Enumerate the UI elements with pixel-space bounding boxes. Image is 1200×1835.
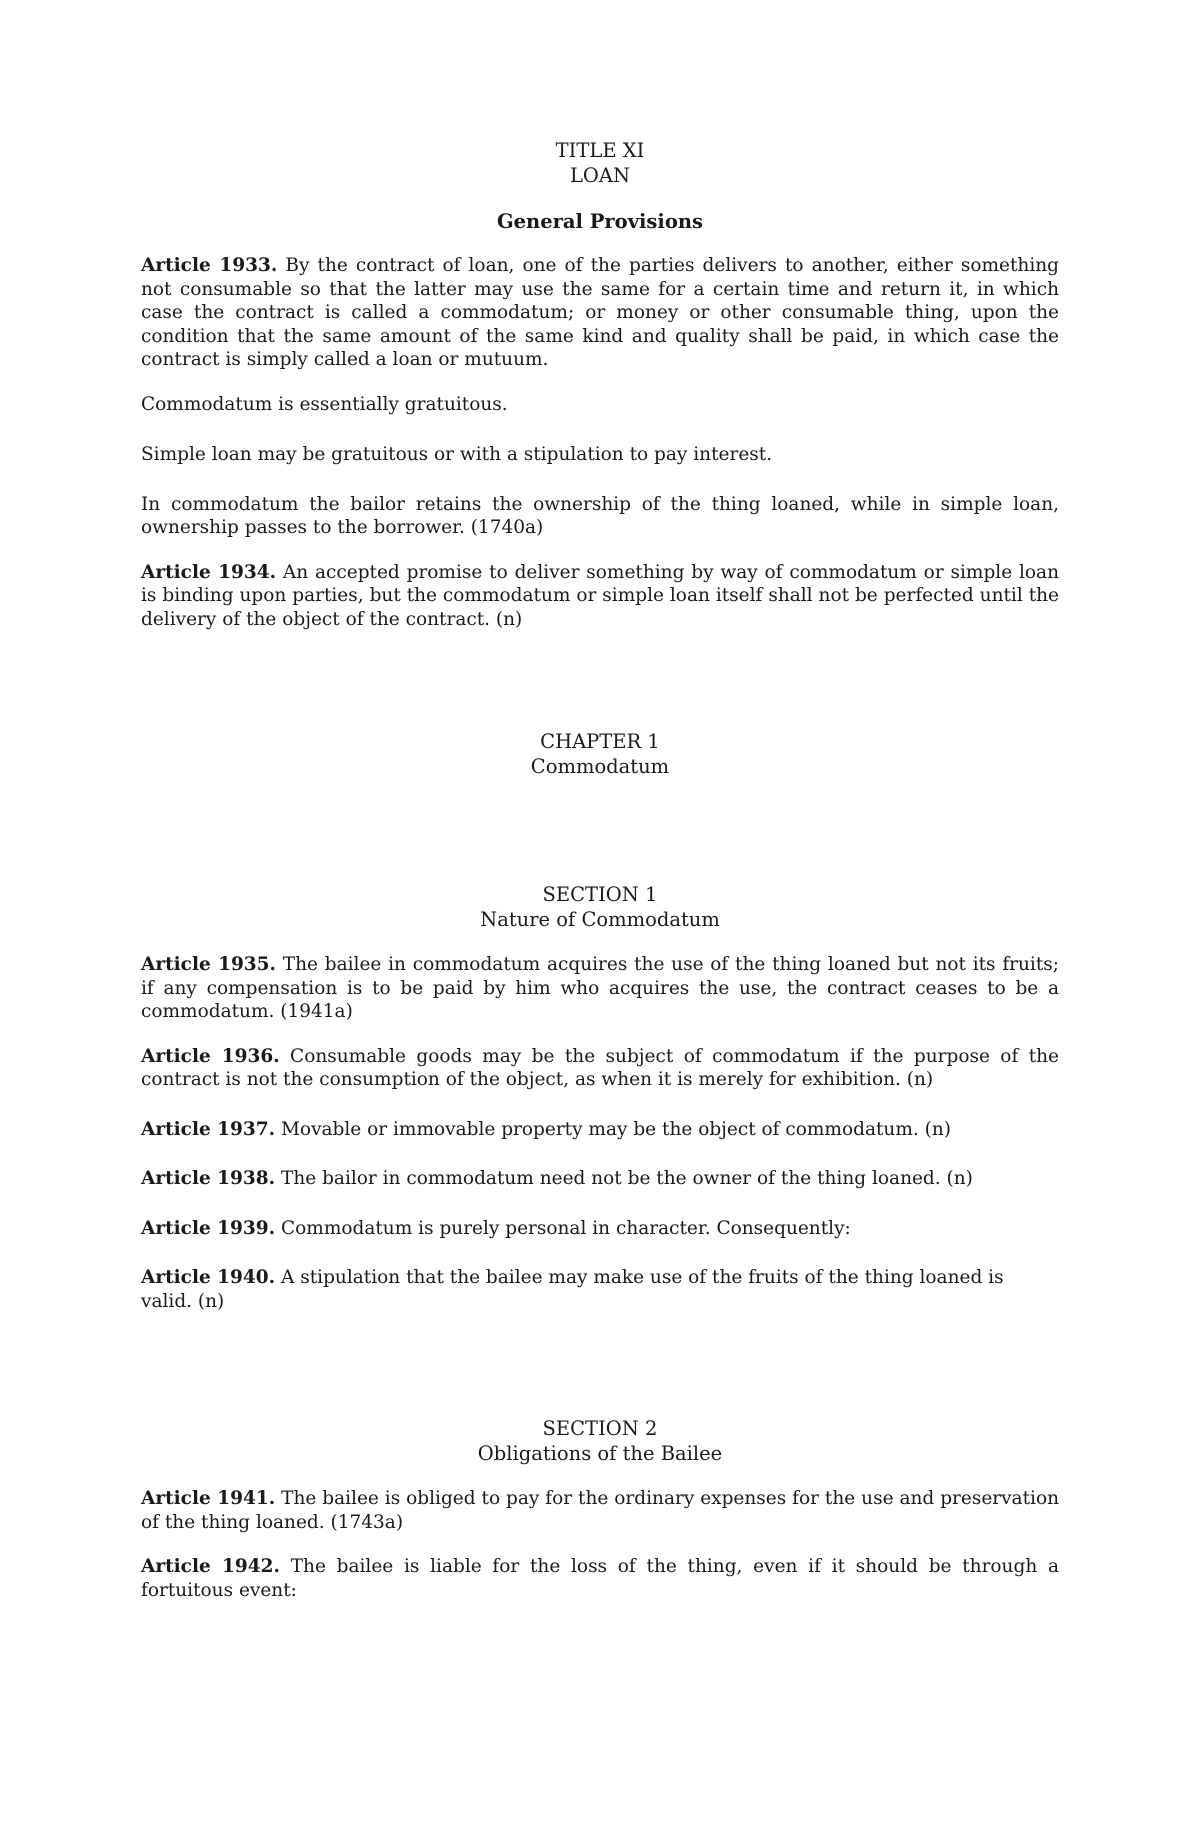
article-1937	[141, 1118, 1059, 1142]
article-text: By the contract of loan, one of the parties delivers to another, either something not consumable so that the latter may use the same for a certain time and return it, in which case the contract is called a commodatum; or money or other consumable thing, upon the condition that the same amount of the same kind and quality shall be paid, in which case the contract is simply called a loan or mutuum.	[141, 255, 1059, 370]
paragraph	[141, 443, 1059, 467]
section-2-heading	[141, 1416, 1059, 1466]
article-label: Article 1940.	[141, 1267, 276, 1288]
chapter-name: Commodatum	[530, 755, 670, 778]
article-label: Article 1936.	[141, 1045, 280, 1067]
article-1942	[141, 1555, 1059, 1602]
article-label: Article 1942.	[141, 1556, 280, 1577]
article-text: A stipulation that the bailee may make use of the fruits of the thing loaned is valid. (n)	[141, 1267, 1004, 1312]
article-label: Article 1933.	[141, 255, 278, 276]
article-text: Movable or immovable property may be the object of commodatum. (n)	[275, 1118, 951, 1140]
article-1936	[141, 1045, 1059, 1092]
article-text: Commodatum is purely personal in character. Consequently:	[275, 1217, 851, 1239]
article-1938	[141, 1167, 1059, 1191]
article-label: Article 1941.	[141, 1488, 276, 1509]
title-block	[141, 138, 1059, 188]
title-number: TITLE XI	[555, 139, 645, 162]
section-1-heading	[141, 882, 1059, 932]
article-1933	[141, 254, 1059, 372]
paragraph	[141, 393, 1059, 417]
article-label: Article 1935.	[141, 954, 276, 975]
paragraph-text: Commodatum is essentially gratuitous.	[141, 393, 508, 415]
article-label: Article 1939.	[141, 1217, 276, 1239]
paragraph-text: In commodatum the bailor retains the ownership of the thing loaned, while in simple loan, ownership passes to the borrower. (1740a)	[141, 493, 1059, 538]
paragraph	[141, 493, 1059, 540]
section-number: SECTION 2	[542, 1417, 658, 1440]
article-1934	[141, 561, 1059, 632]
article-1941	[141, 1487, 1059, 1534]
article-text: The bailee in commodatum acquires the use of the thing loaned but not its fruits; if any compensation is to be paid by him who acquires the use, the contract ceases to be a commodatum. (1941a)	[141, 954, 1059, 1022]
general-provisions-heading: General Provisions	[497, 210, 703, 233]
article-label: Article 1938.	[141, 1168, 276, 1189]
chapter-number: CHAPTER 1	[540, 730, 660, 753]
article-1939	[141, 1217, 1059, 1241]
document-page	[141, 138, 1059, 1602]
article-1940	[141, 1266, 1059, 1313]
article-label: Article 1934.	[141, 561, 277, 583]
section-number: SECTION 1	[542, 883, 658, 906]
article-text: Consumable goods may be the subject of commodatum if the purpose of the contract is not the consumption of the object, as when it is merely for exhibition. (n)	[141, 1045, 1059, 1090]
paragraph-text: Simple loan may be gratuitous or with a stipulation to pay interest.	[141, 444, 773, 465]
section-name: Nature of Commodatum	[480, 908, 720, 931]
section-name: Obligations of the Bailee	[477, 1442, 723, 1465]
article-text: The bailor in commodatum need not be the owner of the thing loaned. (n)	[275, 1168, 973, 1189]
article-text: The bailee is liable for the loss of the thing, even if it should be through a fortuitous event:	[141, 1556, 1059, 1601]
article-text: The bailee is obliged to pay for the ordinary expenses for the use and preservation of the thing loaned. (1743a)	[141, 1488, 1059, 1533]
article-text: An accepted promise to deliver something by way of commodatum or simple loan is binding upon parties, but the commodatum or simple loan itself shall not be perfected until the delivery of the object of the contract. (n)	[141, 561, 1059, 630]
title-name: LOAN	[569, 164, 631, 187]
article-label: Article 1937.	[141, 1118, 276, 1140]
article-1935	[141, 953, 1059, 1024]
chapter-heading	[141, 729, 1059, 779]
